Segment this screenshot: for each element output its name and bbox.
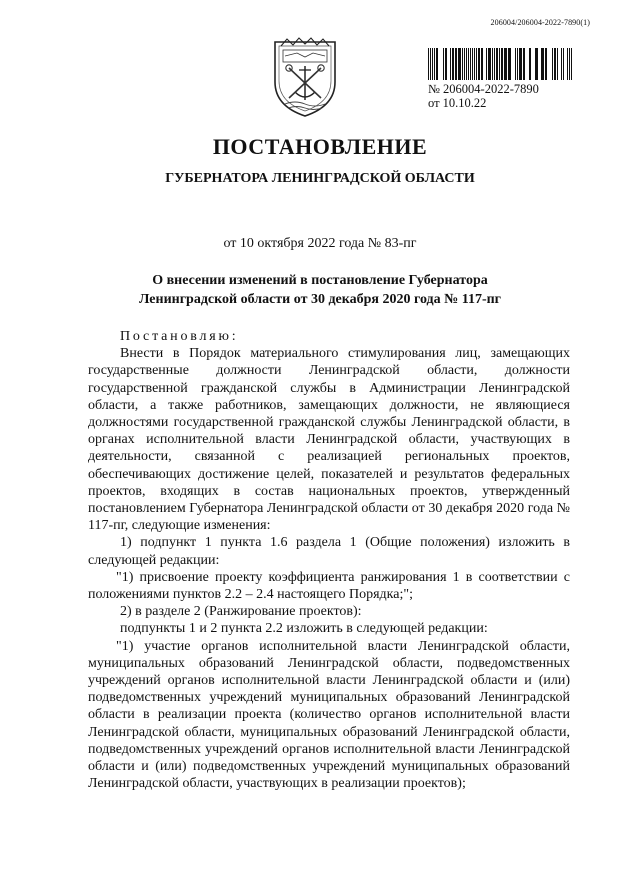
document-body [88,328,570,792]
subject-line: О внесении изменений в постановление Губернатора [152,273,488,288]
document-title: ПОСТАНОВЛЕНИЕ [212,134,428,159]
document-subject [0,271,640,309]
body-paragraph: 1) подпункт 1 пункта 1.6 раздела 1 (Общие положения) изложить в следующей редакции: [88,535,570,568]
body-paragraph: Внести в Порядок материального стимулирования лиц, замещающих государственные должности Ленинградской области, должности государственной гражданской службы в Администрации Ленинградской области, а также работников, замещающих должности, не являющиеся должностями государственной гражданской службы Ленинградской области, в органах исполнительной власти Ленинградской области, участвующих в деятельности, связанной с реализацией региональных проектов, обеспечивающих достижение целей, показателей и результатов федеральных проектов, входящих в состав национальных проектов, утвержденный постановлением Губернатора Ленинградской области от 30 декабря 2020 года № 117-пг, следующие изменения: [88,346,570,534]
subject-line: Ленинградской области от 30 декабря 2020 года № 117-пг [138,292,502,307]
body-paragraph-resolve: Постановляю: [120,329,239,344]
body-paragraph-quote: "1) участие органов исполнительной власти Ленинградской области, муниципальных образований Ленинградской области, подведомственных учреждений органов исполнительной власти Ленинградской области и (или) подведомственных учреждений муниципальных образований Ленинградской области в реализации проекта (количество органов исполнительной власти Ленинградской области, муниципальных образований Ленинградской области, подведомственных учреждений органов исполнительной власти Ленинградской области и (или) подведомственных учреждений муниципальных образований Ленинградской области, участвующих в реализации проектов); [88,638,570,792]
registration-block [428,82,539,110]
document-date-line: от 10 октября 2022 года № 83-пг [223,236,417,251]
document-top-code: 206004/206004-2022-7890(1) [490,18,590,27]
coat-of-arms-icon [271,36,339,118]
body-paragraph-quote: "1) присвоение проекту коэффициента ранжирования 1 в соответствии с положениями пунктов 2.2 – 2.4 настоящего Порядка;"; [88,569,570,603]
body-paragraph: подпункты 1 и 2 пункта 2.2 изложить в следующей редакции: [120,621,488,637]
barcode-icon [428,48,578,80]
registration-date: от 10.10.22 [428,96,487,110]
document-subtitle: ГУБЕРНАТОРА ЛЕНИНГРАДСКОЙ ОБЛАСТИ [165,171,475,186]
registration-number: № 206004-2022-7890 [428,82,539,96]
body-paragraph: 2) в разделе 2 (Ранжирование проектов): [120,604,362,620]
